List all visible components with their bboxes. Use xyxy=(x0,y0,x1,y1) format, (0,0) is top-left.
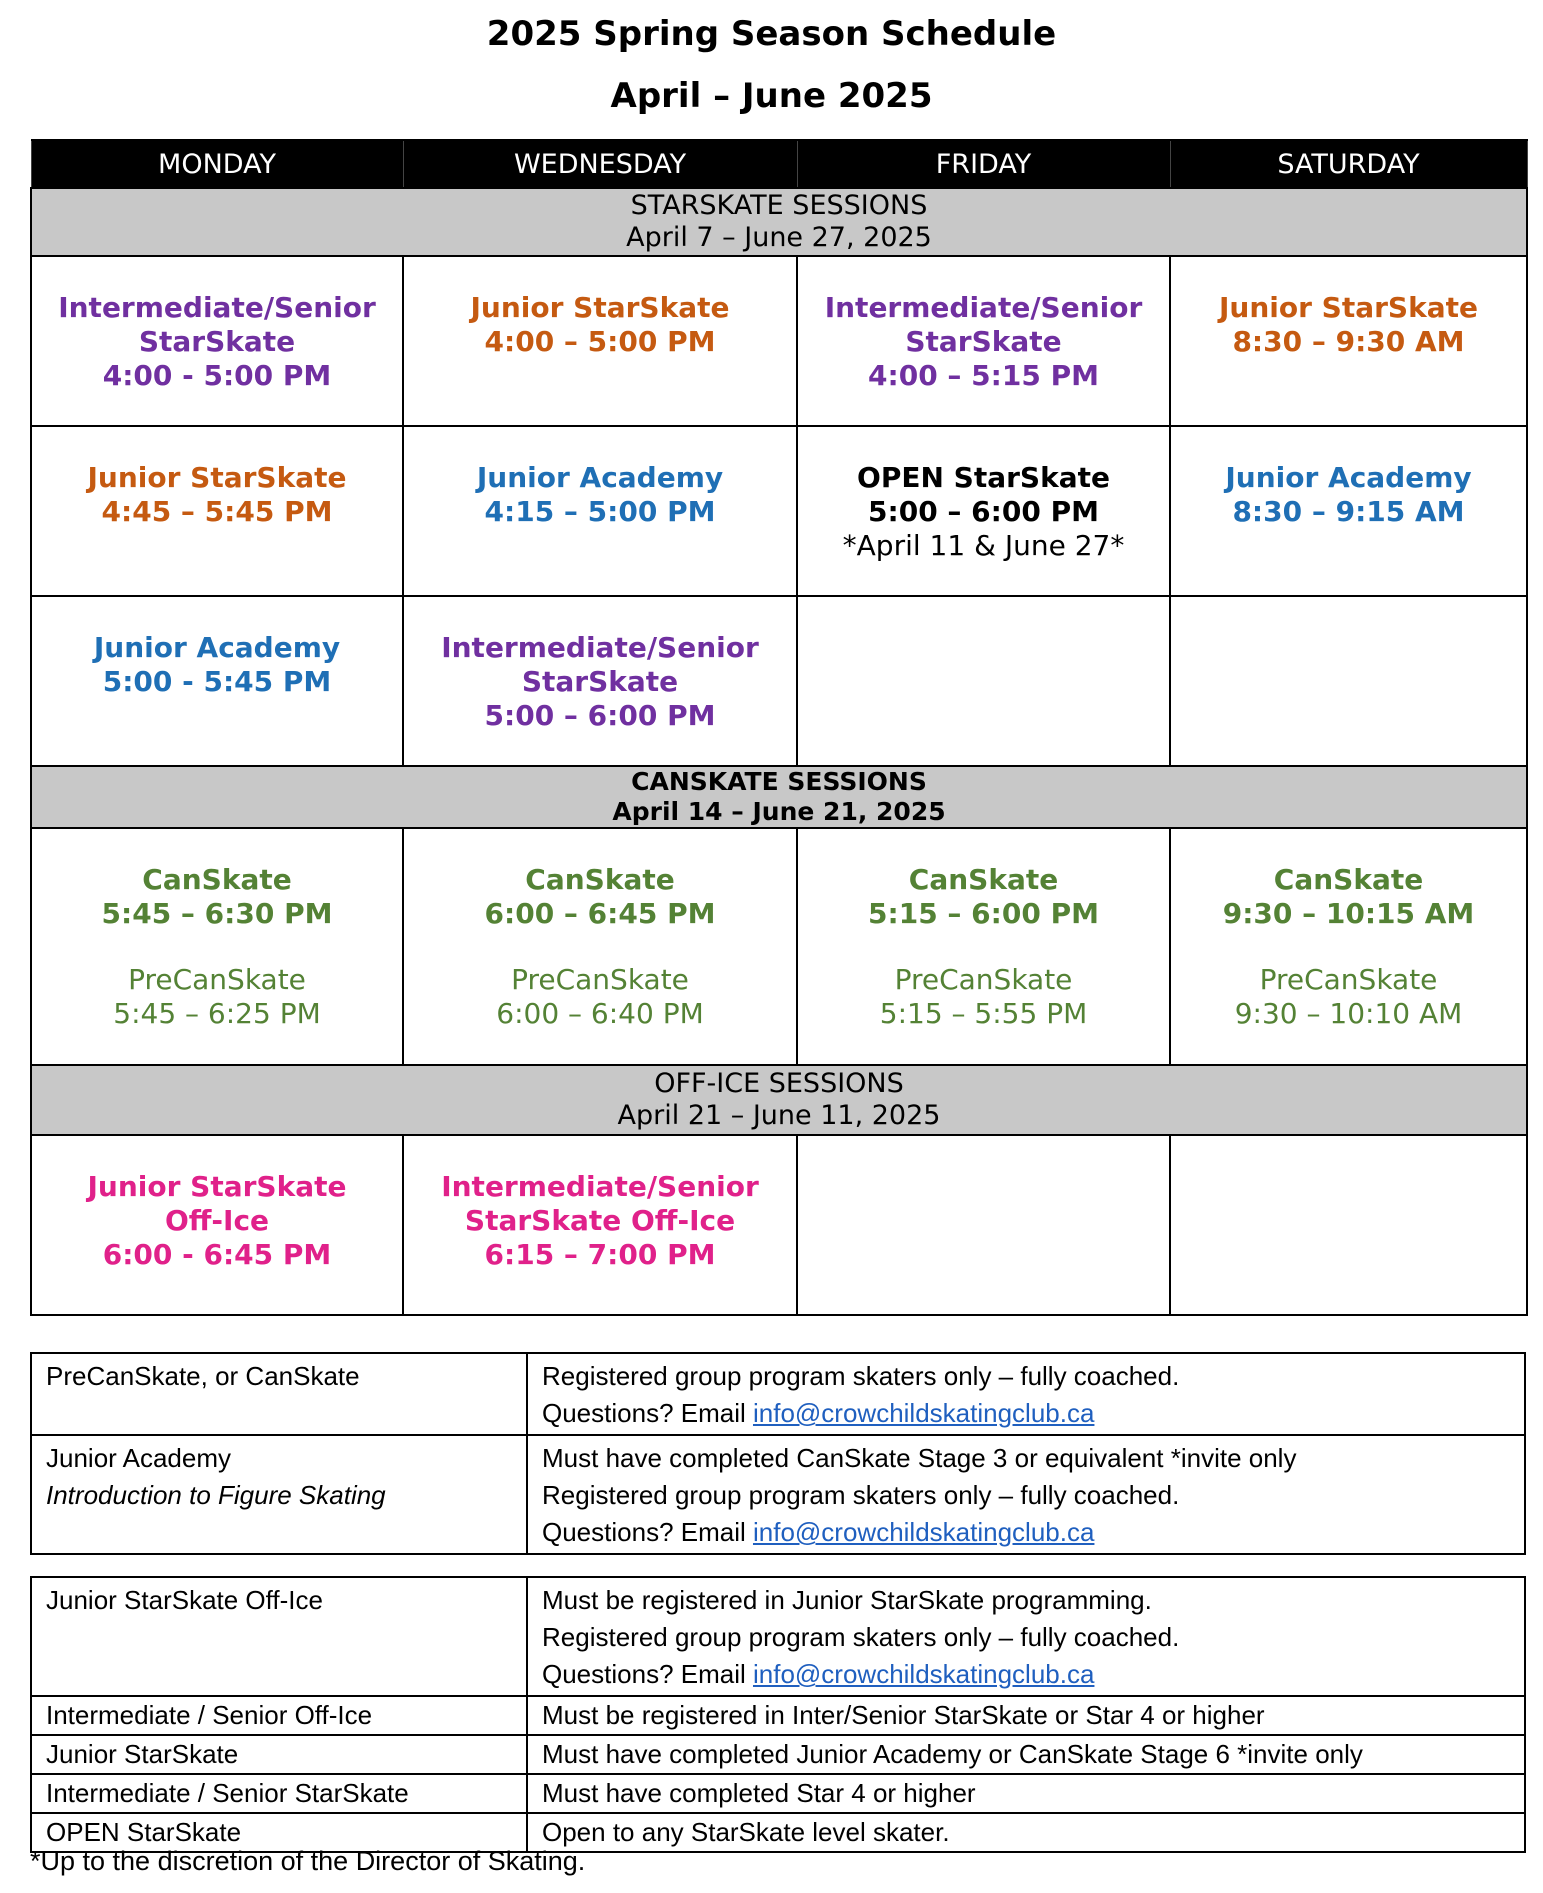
session-cell xyxy=(1170,828,1527,1065)
session-time: 4:45 – 5:45 PM xyxy=(101,495,333,528)
session-name: PreCanSkate xyxy=(894,963,1073,996)
session-time: 6:00 - 6:45 PM xyxy=(102,1238,332,1271)
program-description xyxy=(527,1353,1525,1435)
program-name: Junior StarSkate xyxy=(31,1735,527,1774)
session-time: 9:30 – 10:15 AM xyxy=(1222,897,1475,930)
session-cell xyxy=(797,828,1170,1065)
session-name: StarSkate Off-Ice xyxy=(464,1204,736,1237)
session-time: 9:30 – 10:10 AM xyxy=(1234,997,1463,1030)
program-title: Junior Academy xyxy=(46,1443,231,1473)
session-time: 5:00 - 5:45 PM xyxy=(102,665,332,698)
contact-line xyxy=(542,1514,1510,1551)
session-cell xyxy=(403,256,797,426)
session-name: CanSkate xyxy=(142,863,292,896)
program-description xyxy=(527,1577,1525,1696)
session-name: Intermediate/Senior xyxy=(58,291,376,324)
email-link[interactable]: info@crowchildskatingclub.ca xyxy=(752,1517,1095,1547)
empty-cell xyxy=(797,596,1170,766)
day-header-wednesday: WEDNESDAY xyxy=(403,140,797,188)
session-name: Junior StarSkate xyxy=(1219,291,1478,324)
info-row xyxy=(31,1696,1525,1735)
session-time: 4:00 – 5:15 PM xyxy=(868,359,1099,392)
question-text: Questions? Email xyxy=(542,1398,753,1428)
session-name: Intermediate/Senior xyxy=(824,291,1143,324)
program-name: PreCanSkate, or CanSkate xyxy=(31,1353,527,1435)
day-header-row xyxy=(31,140,1527,188)
description-line: Registered group program skaters only – fully coached. xyxy=(542,1480,1180,1510)
program-subtitle: Introduction to Figure Skating xyxy=(46,1480,386,1510)
session-cell xyxy=(403,596,797,766)
program-description: Open to any StarSkate level skater. xyxy=(527,1813,1525,1852)
session-cell xyxy=(31,1135,403,1315)
description-line: Registered group program skaters only – fully coached. xyxy=(542,1622,1180,1652)
email-link[interactable]: info@crowchildskatingclub.ca xyxy=(752,1398,1095,1428)
empty-cell xyxy=(1170,596,1527,766)
session-cell xyxy=(1170,256,1527,426)
session-cell xyxy=(797,426,1170,596)
program-description: Must have completed Star 4 or higher xyxy=(527,1774,1525,1813)
session-name: Junior StarSkate xyxy=(87,461,347,494)
session-cell xyxy=(797,256,1170,426)
page-title: 2025 Spring Season Schedule xyxy=(486,14,1057,54)
info-row xyxy=(31,1577,1525,1696)
question-text: Questions? Email xyxy=(542,1517,753,1547)
program-description: Must be registered in Inter/Senior StarSkate or Star 4 or higher xyxy=(527,1696,1525,1735)
section-title: STARSKATE SESSIONS xyxy=(630,190,928,221)
session-name: Junior Academy xyxy=(1225,461,1472,494)
session-time: 5:15 – 6:00 PM xyxy=(868,897,1099,930)
program-info-table-2 xyxy=(30,1576,1526,1853)
session-time: 5:45 – 6:30 PM xyxy=(101,897,333,930)
empty-cell xyxy=(797,1135,1170,1315)
session-name: CanSkate xyxy=(525,863,675,896)
section-title: CANSKATE SESSIONS xyxy=(631,767,927,796)
session-name: CanSkate xyxy=(908,863,1059,896)
session-name: PreCanSkate xyxy=(1259,963,1438,996)
page-subtitle: April – June 2025 xyxy=(610,76,933,116)
day-header-friday: FRIDAY xyxy=(797,140,1170,188)
session-name: StarSkate xyxy=(521,665,679,698)
session-cell xyxy=(31,828,403,1065)
session-time: 5:15 – 5:55 PM xyxy=(879,997,1088,1030)
program-name: OPEN StarSkate xyxy=(31,1813,527,1852)
section-dates: April 14 – June 21, 2025 xyxy=(612,797,946,826)
session-time: 6:15 – 7:00 PM xyxy=(484,1238,716,1271)
session-time: 4:15 – 5:00 PM xyxy=(484,495,716,528)
session-time: 5:45 – 6:25 PM xyxy=(113,997,321,1030)
info-row xyxy=(31,1774,1525,1813)
schedule-table xyxy=(30,139,1528,1316)
program-name: Junior StarSkate Off-Ice xyxy=(31,1577,527,1696)
session-name: Junior Academy xyxy=(476,461,724,494)
session-cell xyxy=(31,256,403,426)
session-cell xyxy=(403,426,797,596)
session-name: Junior Academy xyxy=(93,631,341,664)
officeice-section-header xyxy=(31,1065,1527,1135)
session-name: StarSkate xyxy=(138,325,296,358)
session-time: 6:00 – 6:40 PM xyxy=(496,997,704,1030)
description-line: Registered group program skaters only – fully coached. xyxy=(542,1361,1180,1391)
starskate-section-header xyxy=(31,188,1527,256)
footnote: *Up to the discretion of the Director of Skating. xyxy=(30,1846,586,1876)
session-cell xyxy=(31,426,403,596)
empty-cell xyxy=(1170,1135,1527,1315)
session-cell xyxy=(403,828,797,1065)
email-link[interactable]: info@crowchildskatingclub.ca xyxy=(752,1659,1095,1689)
session-name: OPEN StarSkate xyxy=(857,461,1110,494)
session-name: Junior StarSkate xyxy=(470,291,730,324)
program-description: Must have completed Junior Academy or CanSkate Stage 6 *invite only xyxy=(527,1735,1525,1774)
session-name: PreCanSkate xyxy=(128,963,306,996)
session-time: 6:00 – 6:45 PM xyxy=(484,897,716,930)
session-cell xyxy=(403,1135,797,1315)
info-row xyxy=(31,1435,1525,1554)
session-name: StarSkate xyxy=(905,325,1062,358)
session-name: Intermediate/Senior xyxy=(441,631,759,664)
info-row xyxy=(31,1353,1525,1435)
session-time: 5:00 – 6:00 PM xyxy=(868,495,1099,528)
question-text: Questions? Email xyxy=(542,1659,753,1689)
session-name: Off-Ice xyxy=(164,1204,270,1237)
section-dates: April 21 – June 11, 2025 xyxy=(617,1100,941,1131)
session-time: 8:30 – 9:15 AM xyxy=(1232,495,1465,528)
session-cell xyxy=(1170,426,1527,596)
session-note: *April 11 & June 27* xyxy=(842,529,1125,562)
session-time: 4:00 - 5:00 PM xyxy=(102,359,332,392)
program-description xyxy=(527,1435,1525,1554)
session-name: Intermediate/Senior xyxy=(441,1170,759,1203)
program-info-table-1 xyxy=(30,1352,1526,1555)
session-time: 8:30 – 9:30 AM xyxy=(1232,325,1465,358)
section-title: OFF-ICE SESSIONS xyxy=(654,1068,904,1099)
day-header-monday: MONDAY xyxy=(31,140,403,188)
day-header-saturday: SATURDAY xyxy=(1170,140,1527,188)
canskate-section-header xyxy=(31,766,1527,828)
session-name: CanSkate xyxy=(1273,863,1424,896)
section-dates: April 7 – June 27, 2025 xyxy=(626,222,932,253)
session-time: 5:00 – 6:00 PM xyxy=(484,699,716,732)
session-time: 4:00 – 5:00 PM xyxy=(484,325,716,358)
contact-line xyxy=(542,1395,1510,1432)
program-name: Intermediate / Senior StarSkate xyxy=(31,1774,527,1813)
description-line: Must have completed CanSkate Stage 3 or equivalent *invite only xyxy=(542,1443,1297,1473)
session-name: PreCanSkate xyxy=(511,963,689,996)
program-name xyxy=(31,1435,527,1554)
session-cell xyxy=(31,596,403,766)
contact-line xyxy=(542,1656,1510,1693)
description-line: Must be registered in Junior StarSkate programming. xyxy=(542,1585,1152,1615)
program-name: Intermediate / Senior Off-Ice xyxy=(31,1696,527,1735)
info-row xyxy=(31,1735,1525,1774)
session-name: Junior StarSkate xyxy=(87,1170,347,1203)
